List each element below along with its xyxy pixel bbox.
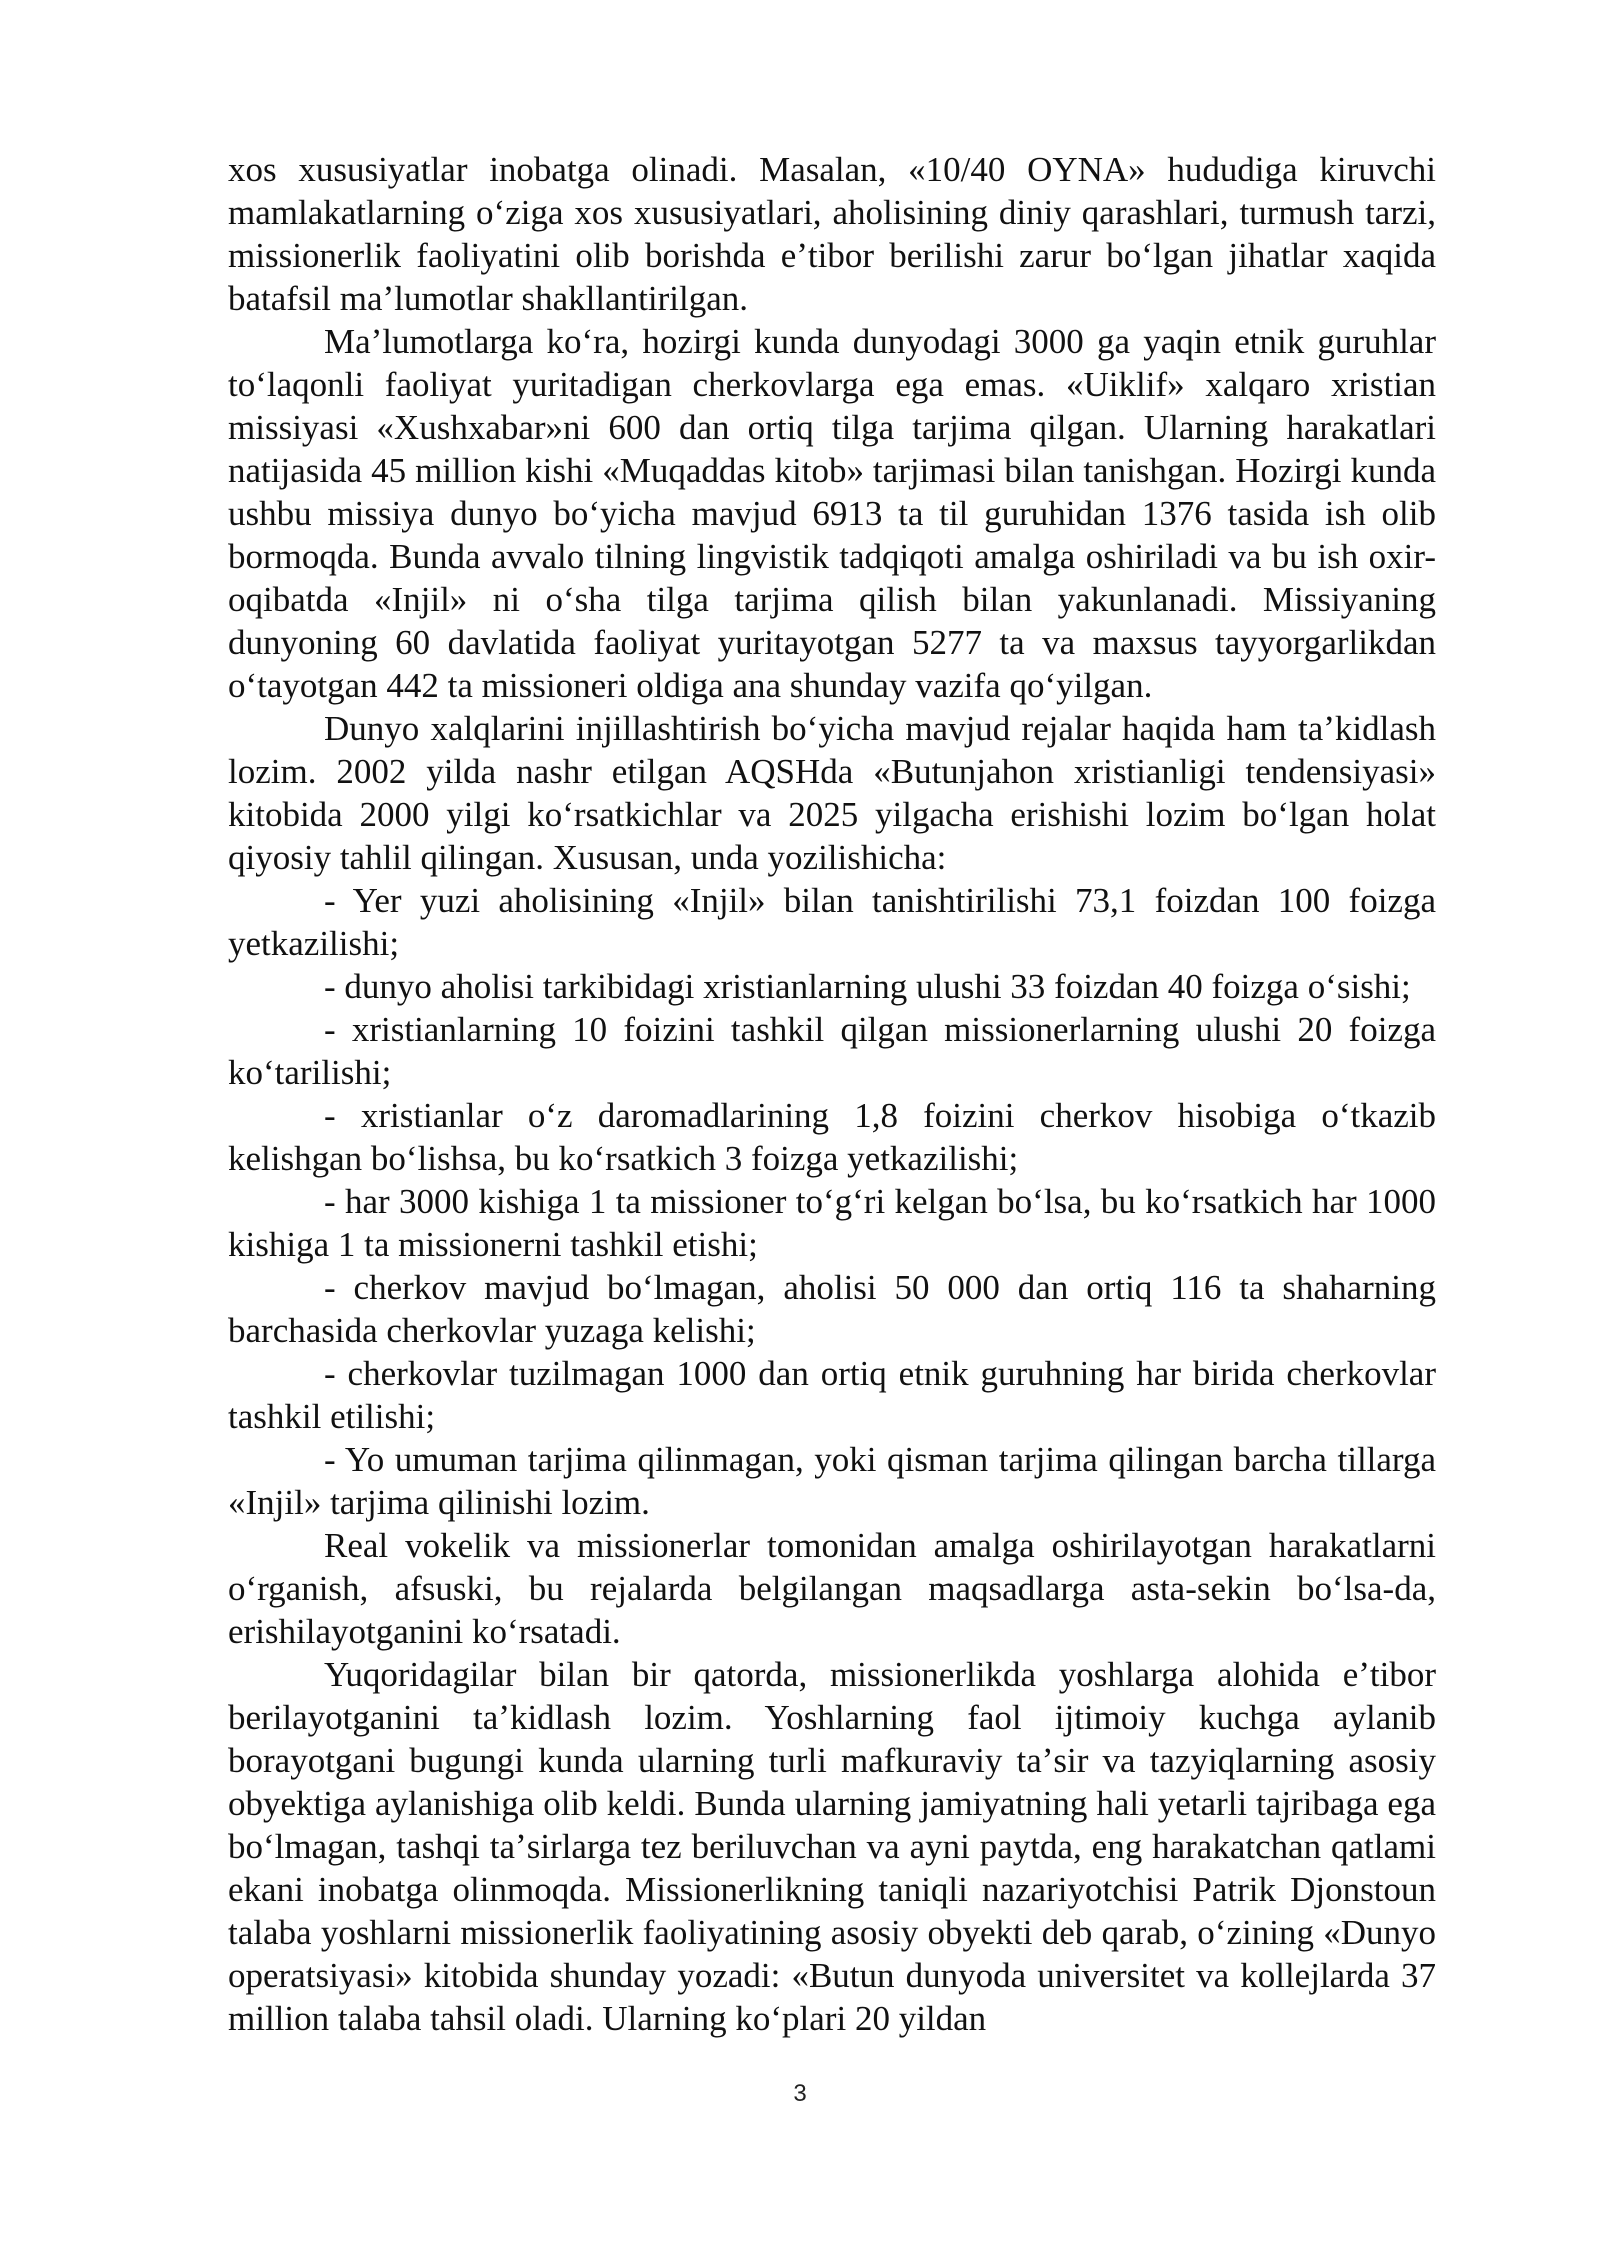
list-item: - Yer yuzi aholisining «Injil» bilan tanishtirilishi 73,1 foizdan 100 foizga yetkazilishi; [228,881,1436,963]
list-item: - cherkovlar tuzilmagan 1000 dan ortiq etnik guruhning har birida cherkovlar tashkil etilishi; [228,1354,1436,1436]
list-item: - xristianlar oʻz daromadlarining 1,8 foizini cherkov hisobiga oʻtkazib kelishgan boʻlishsa, bu koʻrsatkich 3 foizga yetkazilishi; [228,1096,1436,1178]
paragraph-continuation: xos xususiyatlar inobatga olinadi. Masalan, «10/40 OYNA» hududiga kiruvchi mamlakatlarning oʻziga xos xususiyatlari, aholisining diniy qarashlari, turmush tarzi, missionerlik faoliyatini olib borishda eʼtibor berilishi zarur boʻlgan jihatlar xaqida batafsil maʼlumotlar shakllantirilgan. [228,150,1436,318]
paragraph-youth: Yuqoridagilar bilan bir qatorda, missionerlikda yoshlarga alohida eʼtibor berilayotganini taʼkidlash lozim. Yoshlarning faol ijtimoiy kuchga aylanib borayotgani bugungi kunda ularning turli mafkuraviy taʼsir va tazyiqlarning asosiy obyektiga aylanishiga olib keldi. Bunda ularning jamiyatning hali yetarli tajribaga ega boʻlmagan, tashqi taʼsirlarga tez beriluvchan va ayni paytda, eng harakatchan qatlami ekani inobatga olinmoqda. Missionerlikning taniqli nazariyotchisi Patrik Djonstoun talaba yoshlarni missionerlik faoliyatining asosiy obyekti deb qarab, oʻzining «Dunyo operatsiyasi» kitobida shunday yozadi: «Butun dunyoda universitet va kollejlarda 37 million talaba tahsil oladi. Ularning koʻplari 20 yildan [228,1655,1436,2038]
paragraph-statistics: Maʼlumotlarga koʻra, hozirgi kunda dunyodagi 3000 ga yaqin etnik guruhlar toʻlaqonli faoliyat yuritadigan cherkovlarga ega emas. «Uiklif» xalqaro xristian missiyasi «Xushxabar»ni 600 dan ortiq tilga tarjima qilgan. Ularning harakatlari natijasida 45 million kishi «Muqaddas kitob» tarjimasi bilan tanishgan. Hozirgi kunda ushbu missiya dunyo boʻyicha mavjud 6913 ta til guruhidan 1376 tasida ish olib bormoqda. Bunda avvalo tilning lingvistik tadqiqoti amalga oshiriladi va bu ish oxir-oqibatda «Injil» ni oʻsha tilga tarjima qilish bilan yakunlanadi. Missiyaning dunyoning 60 davlatida faoliyat yuritayotgan 5277 ta va maxsus tayyorgarlikdan oʻtayotgan 442 ta missioneri oldiga ana shunday vazifa qoʻyilgan. [228,322,1436,705]
list-item: - Yo umuman tarjima qilinmagan, yoki qisman tarjima qilingan barcha tillarga «Injil» tarjima qilinishi lozim. [228,1440,1436,1522]
page-body [228,148,1436,2040]
list-item: - dunyo aholisi tarkibidagi xristianlarning ulushi 33 foizdan 40 foizga oʻsishi; [324,967,1411,1006]
page-number: 3 [793,2080,807,2107]
paragraph-reality: Real vokelik va missionerlar tomonidan amalga oshirilayotgan harakatlarni oʻrganish, afsuski, bu rejalarda belgilangan maqsadlarga asta-sekin boʻlsa-da, erishilayotganini koʻrsatadi. [228,1526,1436,1651]
list-item: - cherkov mavjud boʻlmagan, aholisi 50 000 dan ortiq 116 ta shaharning barchasida cherkovlar yuzaga kelishi; [228,1268,1436,1350]
list-item: - har 3000 kishiga 1 ta missioner toʻgʻri kelgan boʻlsa, bu koʻrsatkich har 1000 kishiga 1 ta missionerni tashkil etishi; [228,1182,1436,1264]
paragraph-plans: Dunyo xalqlarini injillashtirish boʻyicha mavjud rejalar haqida ham taʼkidlash lozim. 2002 yilda nashr etilgan AQSHda «Butunjahon xristianligi tendensiyasi» kitobida 2000 yilgi koʻrsatkichlar va 2025 yilgacha erishishi lozim boʻlgan holat qiyosiy tahlil qilingan. Xususan, unda yozilishicha: [228,709,1436,877]
list-item: - xristianlarning 10 foizini tashkil qilgan missionerlarning ulushi 20 foizga koʻtarilishi; [228,1010,1436,1092]
